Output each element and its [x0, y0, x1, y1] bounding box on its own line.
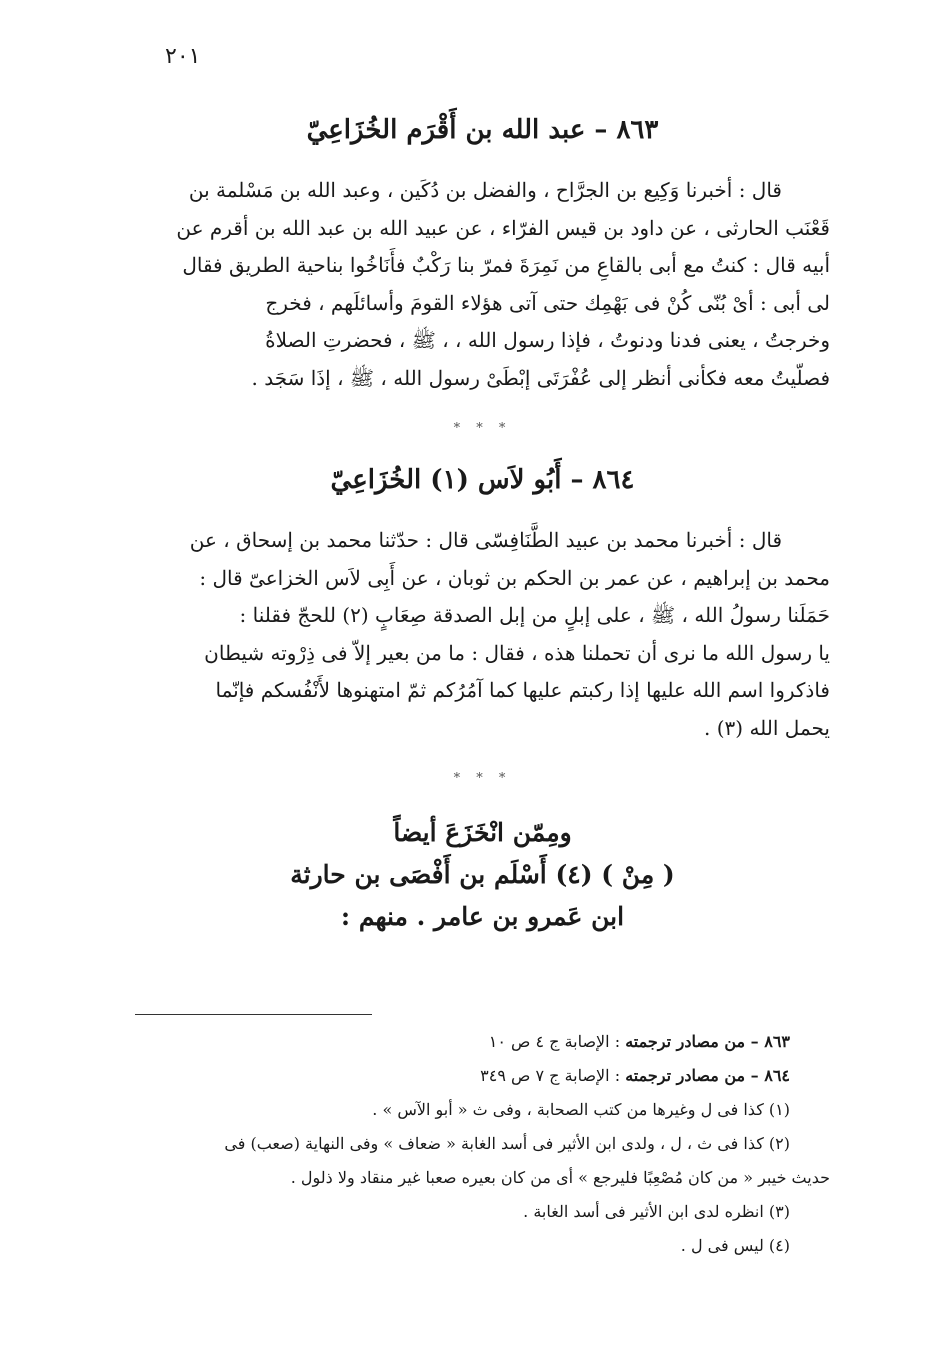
footnote-rule — [135, 1014, 372, 1015]
section-heading-863: ٨٦٣ – عبد الله بن أَقْرَم الخُزَاعِيّ — [306, 115, 659, 145]
section-body-864 — [135, 522, 830, 747]
text-line: قال : أخبرنا وَكِيع بن الجرَّاح ، والفضل بن دُكَين ، وعبد الله بن مَسْلمة بن — [188, 178, 782, 202]
text-line: يا رسول الله ما نرى أن تحملنا هذه ، فقال : ما من بعير إلاّ فى ذِرْوته شيطان — [204, 640, 830, 665]
page-number: ٢٠١ — [165, 44, 201, 69]
text-line: أبيه قال : كنتُ مع أبى بالقاعِ من نَمِرَةَ فمرّ بنا رَكْبٌ فأَنَاخُوا بناحية الطريق فقال — [182, 253, 830, 277]
text-line: محمد بن إبراهيم ، عن عمر بن الحكم بن ثوبان ، عن أَبِى لاَس الخزاعىّ قال : — [199, 565, 830, 590]
text-line: وخرجتُ ، يعنى فدنا ودنوتُ ، فإذا رسول الله ، ، ﷺ ، فحضرتِ الصلاةُ — [265, 328, 830, 352]
section-separator: * * * — [453, 421, 512, 436]
footnote-text: : الإصابة ج ٤ ص ١٠ — [488, 1032, 626, 1051]
subheading-line: ومِمّن انْخَزَعَ أيضاً — [393, 818, 572, 847]
footnote-source-863 — [135, 1025, 830, 1059]
section-separator: * * * — [453, 771, 512, 786]
footnote-lead: ٨٦٤ – من مصادر ترجمته — [625, 1066, 790, 1085]
footnote-2-continuation: حديث خيبر « من كان مُصْعِبًا فليرجع » أى من كان بعيره صعبا غير منقاد ولا ذلول . — [290, 1168, 830, 1187]
text-line: قَعْنَب الحارثى ، عن داود بن قيس الفرّاء ، عن عبيد الله بن عبد الله بن أقرم عن — [176, 215, 830, 240]
section-body-863 — [135, 172, 830, 397]
footnote-text: : الإصابة ج ٧ ص ٣٤٩ — [480, 1066, 626, 1085]
footnote-lead: ٨٦٣ – من مصادر ترجمته — [625, 1032, 790, 1051]
subheading-line: ابن عَمرو بن عامر . منهم : — [340, 902, 625, 931]
footnotes — [135, 1014, 830, 1263]
main-text — [135, 112, 830, 938]
footnote-3: (٣) انظره لدى ابن الأثير فى أسد الغابة . — [523, 1202, 790, 1221]
footnote-2: (٢) كذا فى ث ، ل ، ولدى ابن الأثير فى أسد الغابة « ضعاف » وفى النهاية (صعب) فى — [224, 1134, 790, 1153]
text-line: قال : أخبرنا محمد بن عبيد الطَّنَافِسّى قال : حدّثنا محمد بن إسحاق ، عن — [189, 528, 782, 552]
text-line: فصلّيتُ معه فكأنى أنظر إلى عُفْرَتَى إبْطَىْ رسول الله ، ﷺ ، إذَا سَجَد . — [251, 365, 830, 390]
text-line: فاذكروا اسم الله عليها إذا ركبتم عليها كما آمُرُكم ثمّ امتهنوها لأَنْفُسكم فإنّما — [215, 678, 830, 702]
text-line: حَمَلَنا رسولُ الله ، ﷺ ، على إبلٍ من إبل الصدقة صِعَابٍ (٢) للحجّ فقلنا : — [239, 603, 830, 627]
section-heading-864: ٨٦٤ – أَبُو لاَس (١) الخُزَاعِيّ — [330, 465, 635, 495]
footnote-4: (٤) ليس فى ل . — [680, 1236, 790, 1255]
subsection-heading — [135, 812, 830, 938]
footnote-1: (١) كذا فى ل وغيرها من كتب الصحابة ، وفى ث « أبو الآس » . — [372, 1100, 790, 1119]
text-line: يحمل الله (٣) . — [704, 715, 830, 740]
text-line: لى أبى : أىْ بُنّى كُنْ فى بَهْمِك حتى آتى هؤلاء القومَ وأسائلَهم ، فخرج — [265, 290, 830, 315]
footnote-source-864 — [135, 1059, 830, 1093]
subheading-line: ( مِنْ ) (٤) أَسْلَم بن أَفْصَى بن حارثة — [290, 860, 675, 889]
